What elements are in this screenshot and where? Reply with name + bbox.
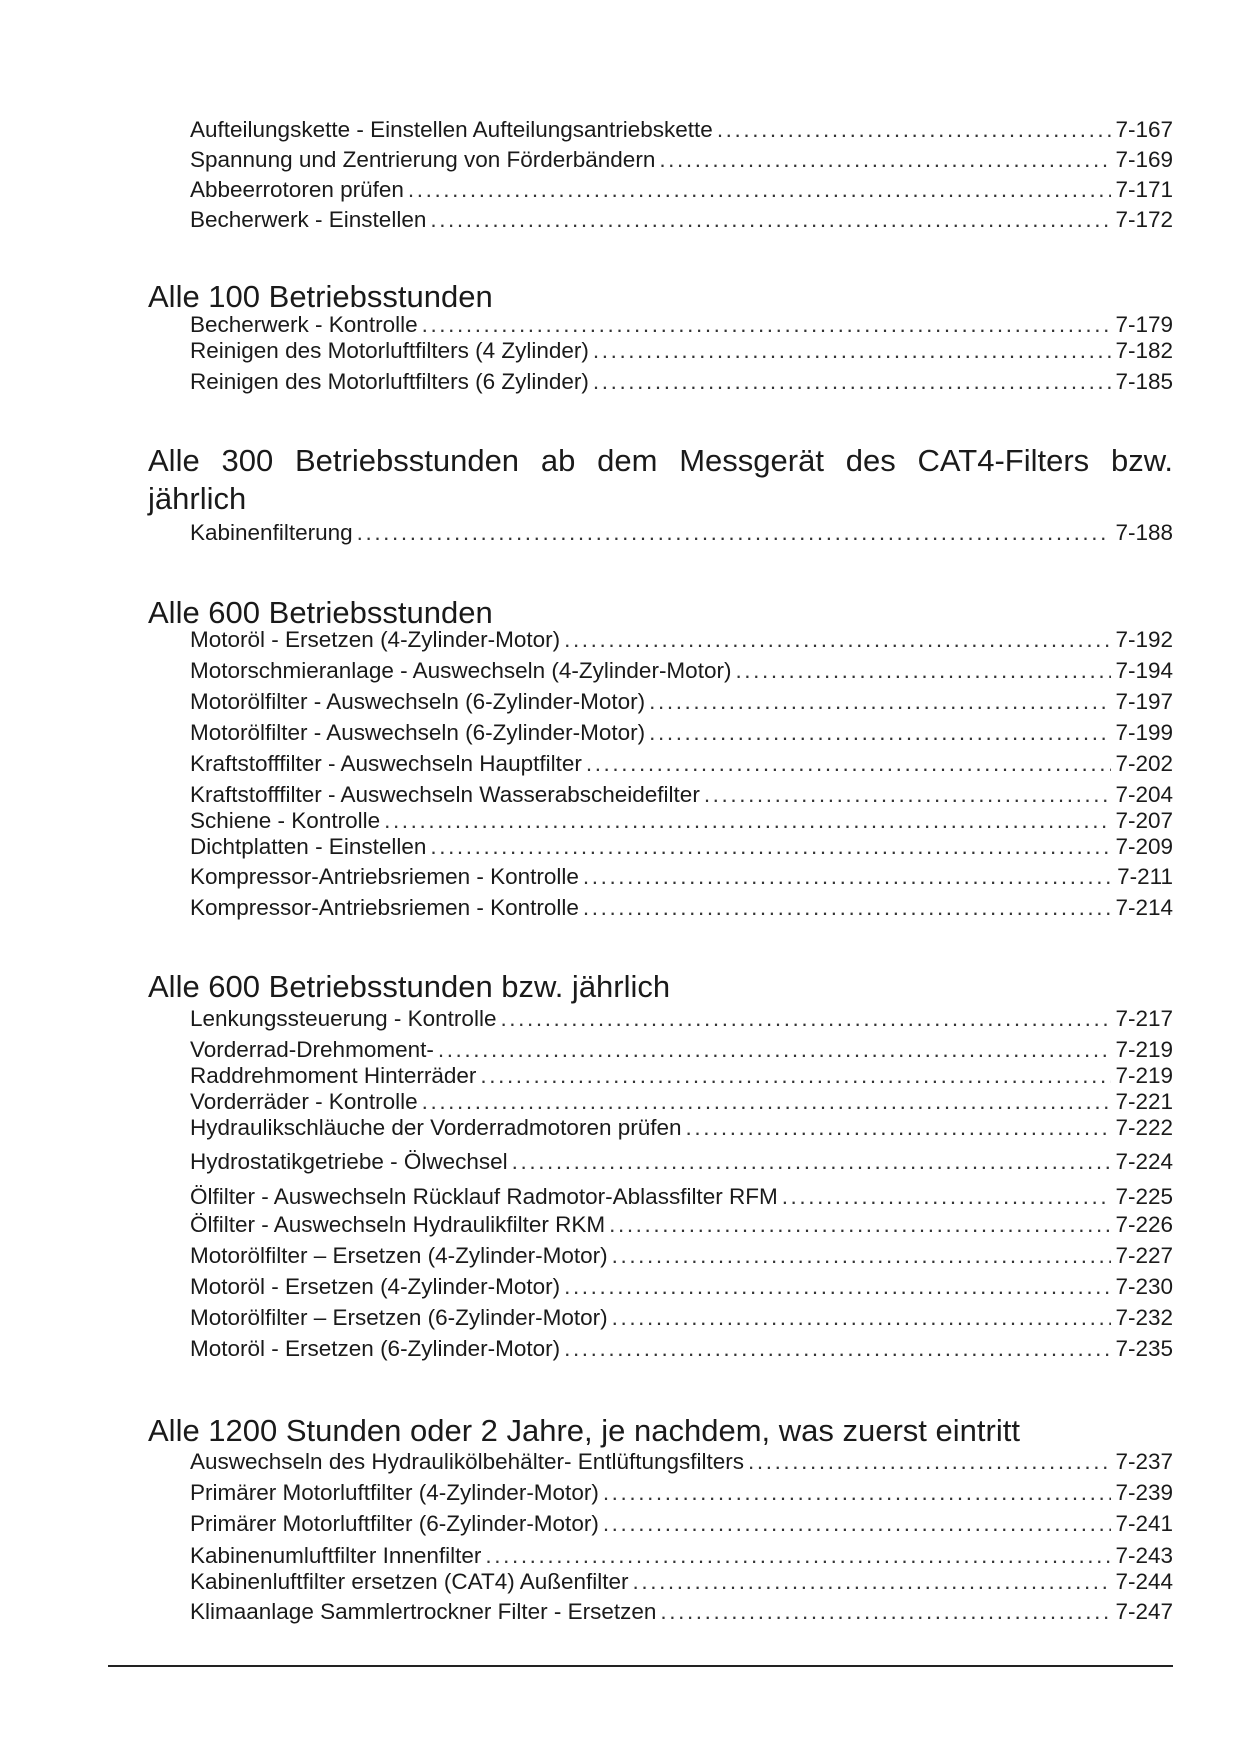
toc-page-number: 7-182	[1115, 338, 1173, 363]
toc-entry-title: Vorderrad-Drehmoment-	[190, 1037, 434, 1062]
toc-leader-dots	[583, 862, 1113, 892]
toc-entry[interactable]	[190, 1303, 1173, 1333]
toc-leader-dots	[649, 687, 1111, 717]
toc-leader-dots	[633, 1567, 1112, 1597]
toc-page-number: 7-227	[1115, 1243, 1173, 1268]
toc-entry-title: Dichtplatten - Einstellen	[190, 834, 427, 859]
toc-page-number: 7-247	[1115, 1599, 1173, 1624]
toc-leader-dots	[659, 145, 1111, 175]
toc-page-number: 7-167	[1115, 117, 1173, 142]
toc-entry-title: Motorölfilter - Auswechseln (6-Zylinder-Motor)	[190, 720, 646, 745]
toc-entry[interactable]	[190, 862, 1173, 892]
footer-divider	[108, 1665, 1173, 1667]
toc-page-number: 7-169	[1115, 147, 1173, 172]
toc-page-number: 7-219	[1115, 1063, 1173, 1088]
toc-page-number: 7-226	[1115, 1212, 1173, 1237]
toc-leader-dots	[782, 1182, 1112, 1212]
toc-entry-title: Kabinenumluftfilter Innenfilter	[190, 1543, 482, 1568]
toc-entry[interactable]	[190, 1113, 1173, 1143]
toc-entry-title: Becherwerk - Kontrolle	[190, 312, 418, 337]
toc-page-number: 7-194	[1115, 658, 1173, 683]
toc-entry[interactable]	[190, 1272, 1173, 1302]
toc-entry-title: Kabinenluftfilter ersetzen (CAT4) Außenfilter	[190, 1569, 629, 1594]
toc-entry-title: Hydraulikschläuche der Vorderradmotoren prüfen	[190, 1115, 682, 1140]
toc-entry-title: Raddrehmoment Hinterräder	[190, 1063, 477, 1088]
toc-entry[interactable]	[190, 1509, 1173, 1539]
toc-page-number: 7-219	[1115, 1037, 1173, 1062]
toc-leader-dots	[686, 1113, 1112, 1143]
toc-entry[interactable]	[190, 749, 1173, 779]
toc-page-number: 7-185	[1115, 369, 1173, 394]
toc-entry-title: Becherwerk - Einstellen	[190, 207, 427, 232]
toc-leader-dots	[717, 115, 1112, 145]
toc-entry-title: Reinigen des Motorluftfilters (6 Zylinder)	[190, 369, 589, 394]
toc-page-number: 7-217	[1115, 1006, 1173, 1031]
toc-entry-title: Vorderräder - Kontrolle	[190, 1089, 418, 1114]
toc-page-number: 7-221	[1115, 1089, 1173, 1114]
toc-entry-title: Motorölfilter - Auswechseln (6-Zylinder-Motor)	[190, 689, 646, 714]
toc-page-number: 7-209	[1115, 834, 1173, 859]
toc-page-number: 7-188	[1115, 520, 1173, 545]
toc-entry[interactable]	[190, 145, 1173, 175]
toc-entry[interactable]	[190, 1597, 1173, 1627]
toc-page-number: 7-204	[1115, 782, 1173, 807]
toc-leader-dots	[430, 832, 1111, 862]
toc-page-number: 7-171	[1115, 177, 1173, 202]
toc-entry[interactable]	[190, 205, 1173, 235]
toc-entry-title: Aufteilungskette - Einstellen Aufteilungsantriebskette	[190, 117, 713, 142]
toc-page-number: 7-207	[1115, 808, 1173, 833]
toc-entry-title: Kompressor-Antriebsriemen - Kontrolle	[190, 895, 579, 920]
toc-page-number: 7-243	[1115, 1543, 1173, 1568]
toc-entry-title: Spannung und Zentrierung von Förderbändern	[190, 147, 656, 172]
toc-entry-title: Motorölfilter – Ersetzen (4-Zylinder-Motor)	[190, 1243, 608, 1268]
toc-page-number: 7-225	[1115, 1184, 1173, 1209]
section-heading: Alle 100 Betriebsstunden	[148, 279, 493, 314]
toc-page-number: 7-197	[1115, 689, 1173, 714]
toc-entry-title: Lenkungssteuerung - Kontrolle	[190, 1006, 497, 1031]
toc-entry-title: Abbeerrotoren prüfen	[190, 177, 404, 202]
toc-page-number: 7-214	[1115, 895, 1173, 920]
toc-page-number: 7-222	[1115, 1115, 1173, 1140]
toc-page-number: 7-179	[1115, 312, 1173, 337]
toc-entry-title: Motorschmieranlage - Auswechseln (4-Zylinder-Motor)	[190, 658, 732, 683]
toc-entry-title: Schiene - Kontrolle	[190, 808, 381, 833]
toc-entry-title: Primärer Motorluftfilter (4-Zylinder-Motor)	[190, 1480, 599, 1505]
toc-page-number: 7-199	[1115, 720, 1173, 745]
toc-entry-title: Klimaanlage Sammlertrockner Filter - Ersetzen	[190, 1599, 657, 1624]
toc-page-number: 7-237	[1115, 1449, 1173, 1474]
toc-entry[interactable]	[190, 832, 1173, 862]
toc-entry-title: Kraftstofffilter - Auswechseln Wasserabscheidefilter	[190, 782, 700, 807]
toc-leader-dots	[564, 1272, 1111, 1302]
toc-entry[interactable]	[190, 656, 1173, 686]
toc-leader-dots	[500, 1004, 1111, 1034]
toc-entry[interactable]	[190, 367, 1173, 397]
toc-leader-dots	[564, 1334, 1111, 1364]
toc-page-number: 7-230	[1115, 1274, 1173, 1299]
toc-entry[interactable]	[190, 336, 1173, 366]
toc-entry[interactable]	[190, 1147, 1173, 1177]
toc-entry[interactable]	[190, 625, 1173, 655]
toc-leader-dots	[612, 1241, 1112, 1271]
toc-leader-dots	[660, 1597, 1111, 1627]
toc-page-number: 7-232	[1115, 1305, 1173, 1330]
toc-entry[interactable]	[190, 518, 1173, 548]
toc-leader-dots	[609, 1210, 1111, 1240]
toc-leader-dots	[603, 1478, 1112, 1508]
toc-page-number: 7-235	[1115, 1336, 1173, 1361]
toc-entry-title: Auswechseln des Hydraulikölbehälter- Entlüftungsfilters	[190, 1449, 745, 1474]
section-heading: Alle 600 Betriebsstunden	[148, 595, 493, 630]
toc-page-number: 7-192	[1115, 627, 1173, 652]
toc-entry[interactable]	[190, 1182, 1173, 1212]
toc-leader-dots	[357, 518, 1112, 548]
toc-page-number: 7-202	[1115, 751, 1173, 776]
toc-entry-title: Ölfilter - Auswechseln Hydraulikfilter RKM	[190, 1212, 606, 1237]
toc-leader-dots	[748, 1447, 1111, 1477]
toc-entry[interactable]	[190, 1334, 1173, 1364]
toc-leader-dots	[408, 175, 1112, 205]
toc-page-number: 7-172	[1115, 207, 1173, 232]
toc-entry-title: Motorölfilter – Ersetzen (6-Zylinder-Motor)	[190, 1305, 608, 1330]
toc-entry-title: Kabinenfilterung	[190, 520, 353, 545]
toc-entry[interactable]	[190, 115, 1173, 145]
toc-entry-title: Motoröl - Ersetzen (4-Zylinder-Motor)	[190, 1274, 561, 1299]
toc-page-number: 7-224	[1115, 1149, 1173, 1174]
section-heading: Alle 600 Betriebsstunden bzw. jährlich	[148, 969, 671, 1004]
toc-entry[interactable]	[190, 1004, 1173, 1034]
toc-entry-title: Motoröl - Ersetzen (4-Zylinder-Motor)	[190, 627, 561, 652]
toc-leader-dots	[612, 1303, 1112, 1333]
toc-entry-title: Ölfilter - Auswechseln Rücklauf Radmotor-Ablassfilter RFM	[190, 1184, 778, 1209]
toc-page-number: 7-211	[1117, 864, 1173, 889]
toc-entry[interactable]	[190, 718, 1173, 748]
toc-entry-title: Motoröl - Ersetzen (6-Zylinder-Motor)	[190, 1336, 561, 1361]
toc-leader-dots	[649, 718, 1111, 748]
section-heading: Alle 300 Betriebsstunden ab dem Messgerät des CAT4-Filters bzw. jährlich	[148, 443, 1173, 516]
toc-entry[interactable]	[190, 175, 1173, 205]
toc-leader-dots	[583, 893, 1112, 923]
toc-entry[interactable]	[190, 1210, 1173, 1240]
toc-entry-title: Kraftstofffilter - Auswechseln Hauptfilter	[190, 751, 582, 776]
toc-leader-dots	[603, 1509, 1112, 1539]
toc-entry-title: Reinigen des Motorluftfilters (4 Zylinder)	[190, 338, 589, 363]
toc-entry[interactable]	[190, 687, 1173, 717]
toc-leader-dots	[430, 205, 1111, 235]
toc-entry[interactable]	[190, 893, 1173, 923]
toc-leader-dots	[586, 749, 1112, 779]
toc-entry[interactable]	[190, 1567, 1173, 1597]
toc-leader-dots	[735, 656, 1111, 686]
toc-leader-dots	[593, 367, 1112, 397]
toc-page-number: 7-241	[1115, 1511, 1173, 1536]
toc-entry-title: Primärer Motorluftfilter (6-Zylinder-Motor)	[190, 1511, 599, 1536]
toc-entry-title: Hydrostatikgetriebe - Ölwechsel	[190, 1149, 508, 1174]
toc-entry[interactable]	[190, 1447, 1173, 1477]
section-heading: Alle 1200 Stunden oder 2 Jahre, je nachdem, was zuerst eintritt	[148, 1413, 1020, 1448]
toc-entry[interactable]	[190, 1241, 1173, 1271]
toc-leader-dots	[564, 625, 1111, 655]
toc-entry-title: Kompressor-Antriebsriemen - Kontrolle	[190, 864, 579, 889]
toc-leader-dots	[593, 336, 1112, 366]
toc-page-number: 7-239	[1115, 1480, 1173, 1505]
toc-entry[interactable]	[190, 1478, 1173, 1508]
toc-leader-dots	[512, 1147, 1112, 1177]
toc-page-number: 7-244	[1115, 1569, 1173, 1594]
